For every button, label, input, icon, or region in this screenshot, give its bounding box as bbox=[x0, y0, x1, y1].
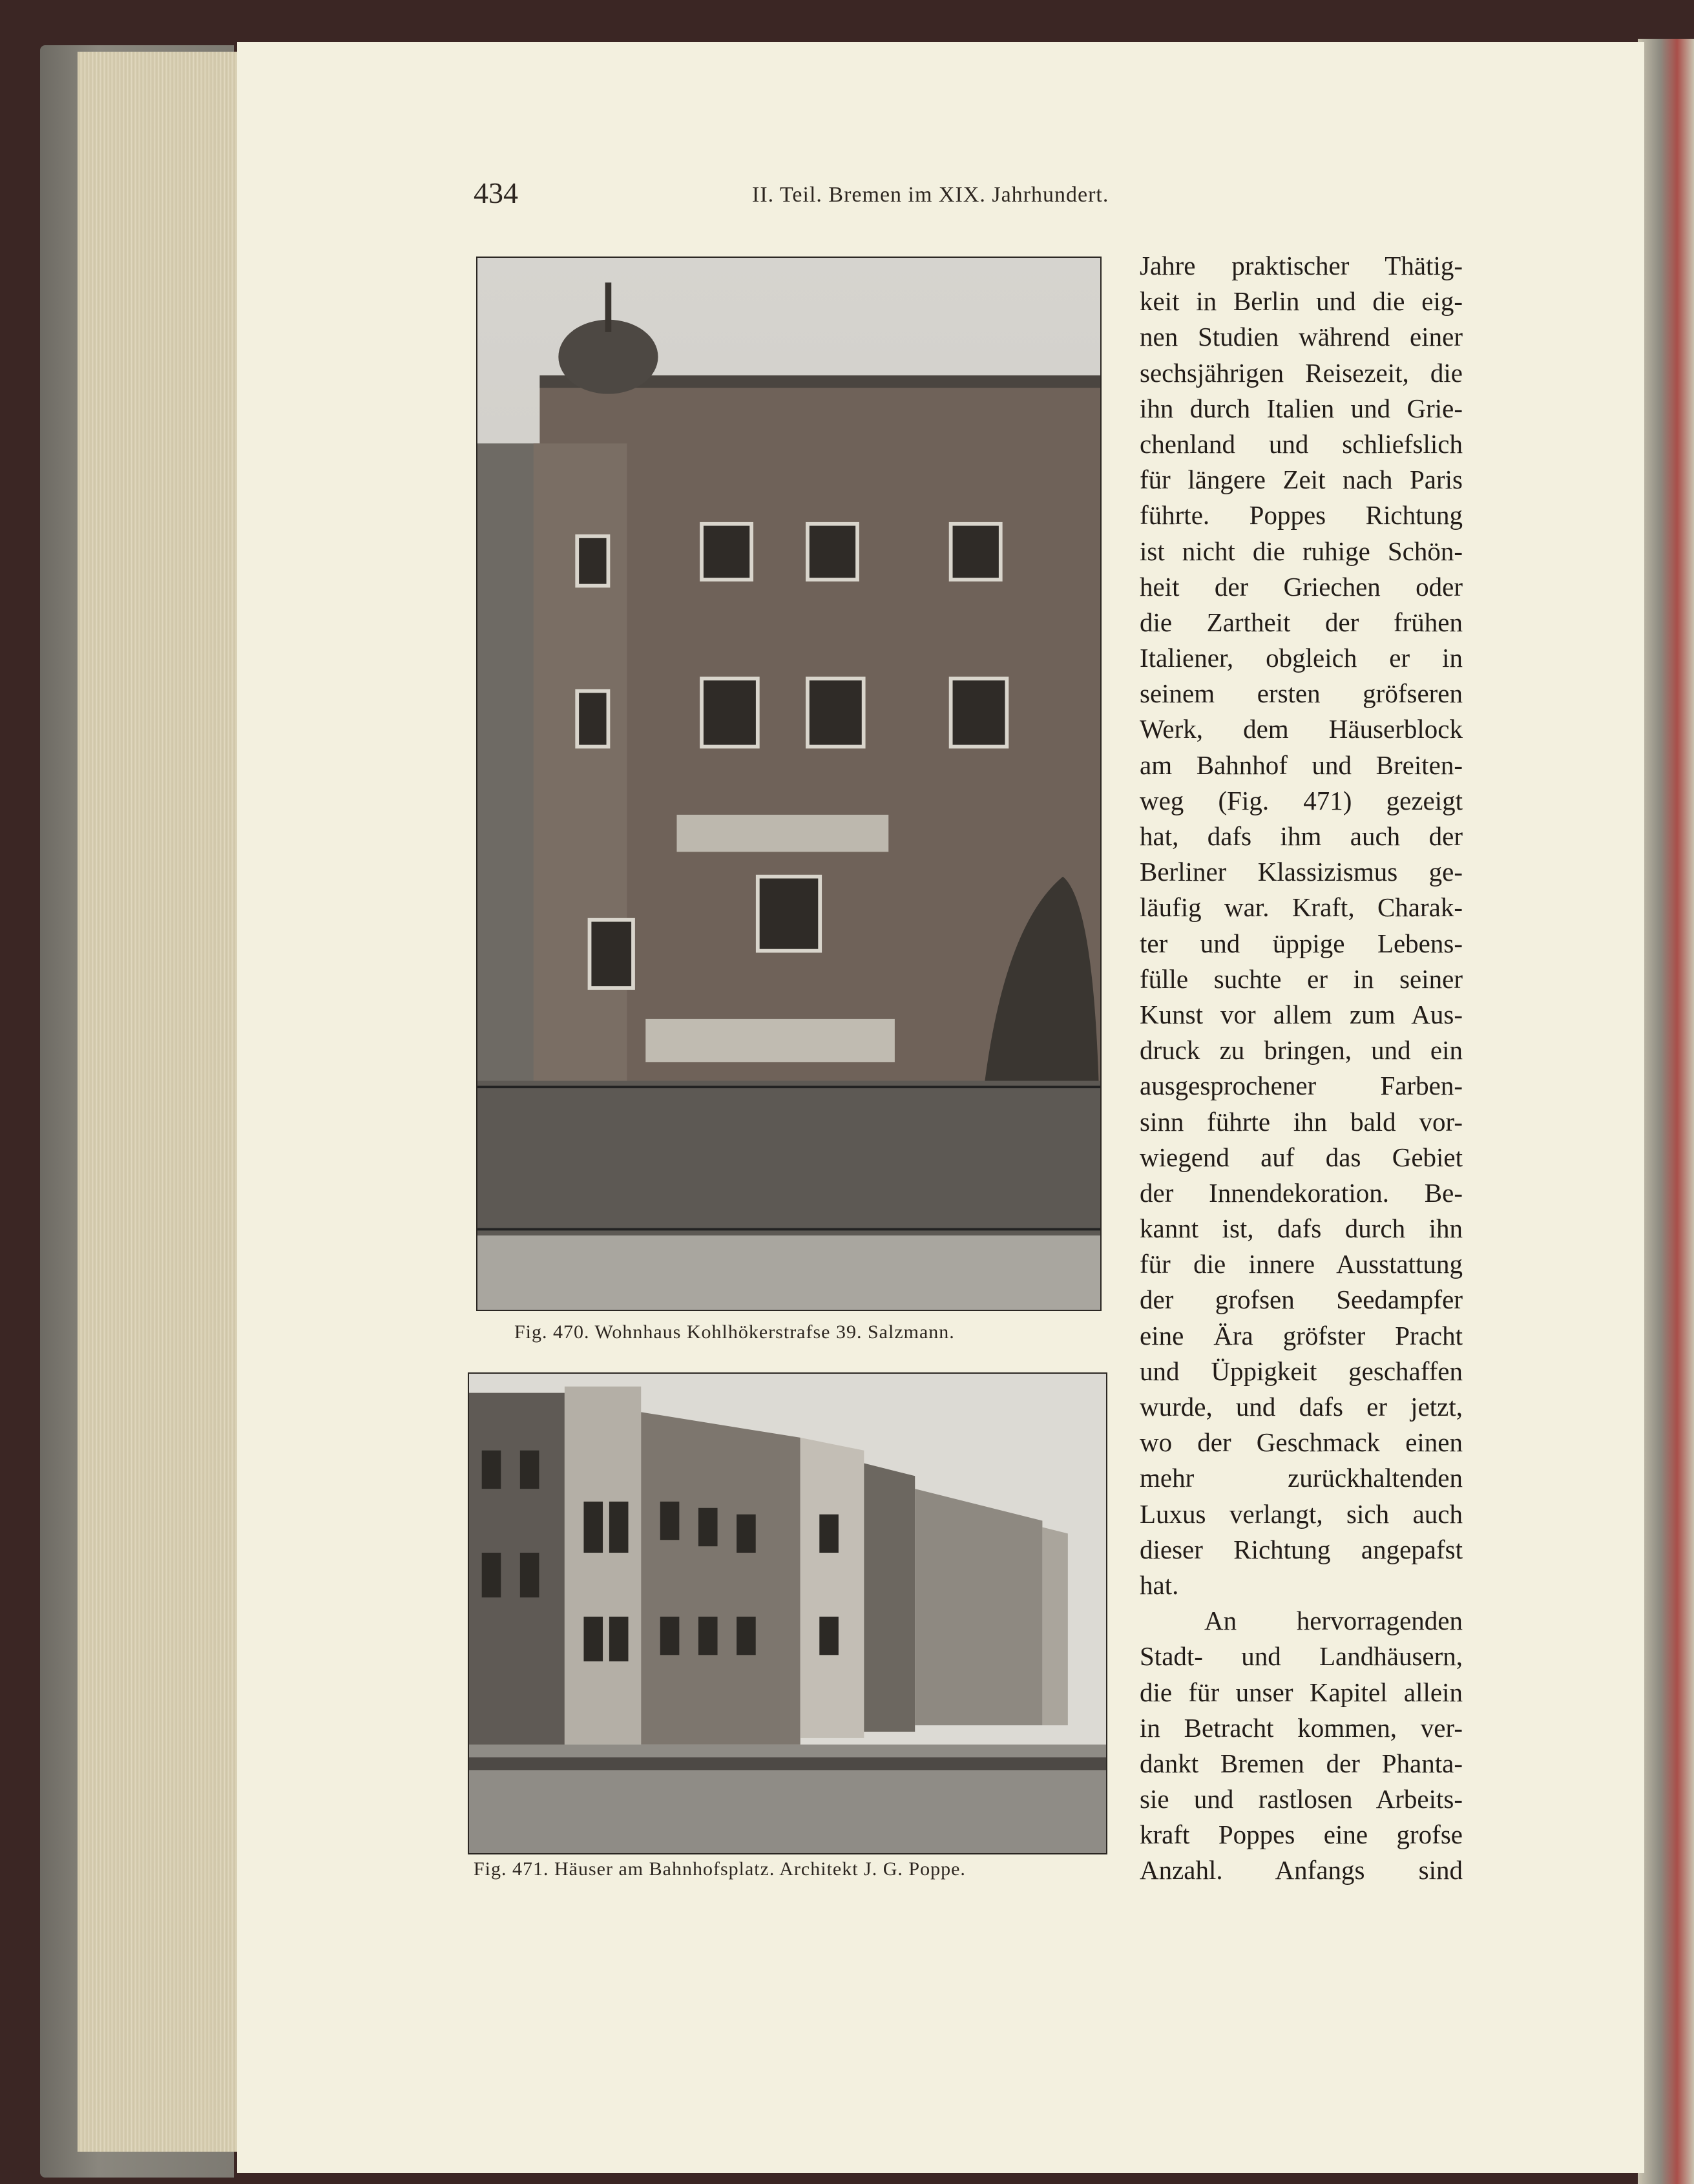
figure-471-caption: Fig. 471. Häuser am Bahnhofsplatz. Architekt J. G. Poppe. bbox=[474, 1858, 966, 1880]
text-line: führte. Poppes Richtung bbox=[1140, 500, 1463, 530]
text-line: Werk, dem Häuserblock bbox=[1140, 714, 1463, 744]
text-line: hat. bbox=[1140, 1570, 1179, 1600]
text-line: An hervorragenden bbox=[1204, 1606, 1463, 1636]
text-line: Jahre praktischer Thätig- bbox=[1140, 251, 1463, 280]
text-line: nen Studien während einer bbox=[1140, 322, 1463, 352]
text-line: seinem ersten gröfseren bbox=[1140, 678, 1463, 709]
text-line: kannt ist, dafs durch ihn bbox=[1140, 1213, 1463, 1244]
figure-471-photo bbox=[468, 1372, 1107, 1854]
text-line: wurde, und dafs er jetzt, bbox=[1140, 1392, 1463, 1422]
text-line: am Bahnhof und Breiten- bbox=[1140, 750, 1463, 780]
running-header: II. Teil. Bremen im XIX. Jahrhundert. bbox=[752, 183, 1109, 207]
text-line: chenland und schliefslich bbox=[1140, 428, 1463, 459]
text-line: der grofsen Seedampfer bbox=[1140, 1285, 1463, 1315]
text-line: keit in Berlin und die eig- bbox=[1140, 286, 1463, 317]
text-line: Berliner Klassizismus ge- bbox=[1140, 857, 1463, 887]
text-line: fülle suchte er in seiner bbox=[1140, 963, 1463, 994]
text-line: hat, dafs ihm auch der bbox=[1140, 821, 1463, 851]
text-line: weg (Fig. 471) gezeigt bbox=[1140, 785, 1463, 815]
text-line: ihn durch Italien und Grie- bbox=[1140, 393, 1463, 423]
text-line: eine Ära gröfster Pracht bbox=[1140, 1320, 1463, 1350]
text-line: ist nicht die ruhige Schön- bbox=[1140, 536, 1463, 566]
text-line: ter und üppige Lebens- bbox=[1140, 928, 1463, 958]
text-line: mehr zurückhaltenden bbox=[1140, 1463, 1463, 1493]
figure-470-photo bbox=[476, 257, 1102, 1311]
text-line: kraft Poppes eine grofse bbox=[1140, 1820, 1463, 1850]
text-line: die für unser Kapitel allein bbox=[1140, 1677, 1463, 1707]
text-line: Kunst vor allem zum Aus- bbox=[1140, 999, 1463, 1029]
page-number: 434 bbox=[474, 176, 518, 209]
text-line: dieser Richtung angepafst bbox=[1140, 1534, 1463, 1564]
text-line: wiegend auf das Gebiet bbox=[1140, 1142, 1463, 1172]
text-line: wo der Geschmack einen bbox=[1140, 1427, 1463, 1458]
body-text-column bbox=[1140, 248, 1463, 1889]
text-line: druck zu bringen, und ein bbox=[1140, 1035, 1463, 1066]
text-line: für längere Zeit nach Paris bbox=[1140, 465, 1463, 495]
text-line: dankt Bremen der Phanta- bbox=[1140, 1748, 1463, 1778]
text-line: der Innendekoration. Be- bbox=[1140, 1177, 1463, 1208]
text-line: läufig war. Kraft, Charak- bbox=[1140, 892, 1463, 923]
text-line: sechsjährigen Reisezeit, die bbox=[1140, 357, 1463, 388]
text-line: Stadt- und Landhäusern, bbox=[1140, 1641, 1463, 1672]
page-edges bbox=[78, 52, 246, 2152]
text-line: und Üppigkeit geschaffen bbox=[1140, 1356, 1463, 1386]
text-line: in Betracht kommen, ver- bbox=[1140, 1712, 1463, 1743]
text-line: die Zartheit der frühen bbox=[1140, 607, 1463, 637]
text-line: heit der Griechen oder bbox=[1140, 571, 1463, 602]
text-line: sinn führte ihn bald vor- bbox=[1140, 1106, 1463, 1137]
text-line: ausgesprochener Farben- bbox=[1140, 1071, 1463, 1101]
figure-470-caption: Fig. 470. Wohnhaus Kohlhökerstrafse 39. Salzmann. bbox=[514, 1321, 955, 1343]
text-line: sie und rastlosen Arbeits- bbox=[1140, 1784, 1463, 1814]
right-page-edge bbox=[1638, 39, 1694, 2184]
text-line: Anzahl. Anfangs sind bbox=[1140, 1855, 1463, 1885]
text-line: Italiener, obgleich er in bbox=[1140, 643, 1463, 673]
text-line: für die innere Ausstattung bbox=[1140, 1249, 1463, 1279]
text-line: Luxus verlangt, sich auch bbox=[1140, 1498, 1463, 1529]
